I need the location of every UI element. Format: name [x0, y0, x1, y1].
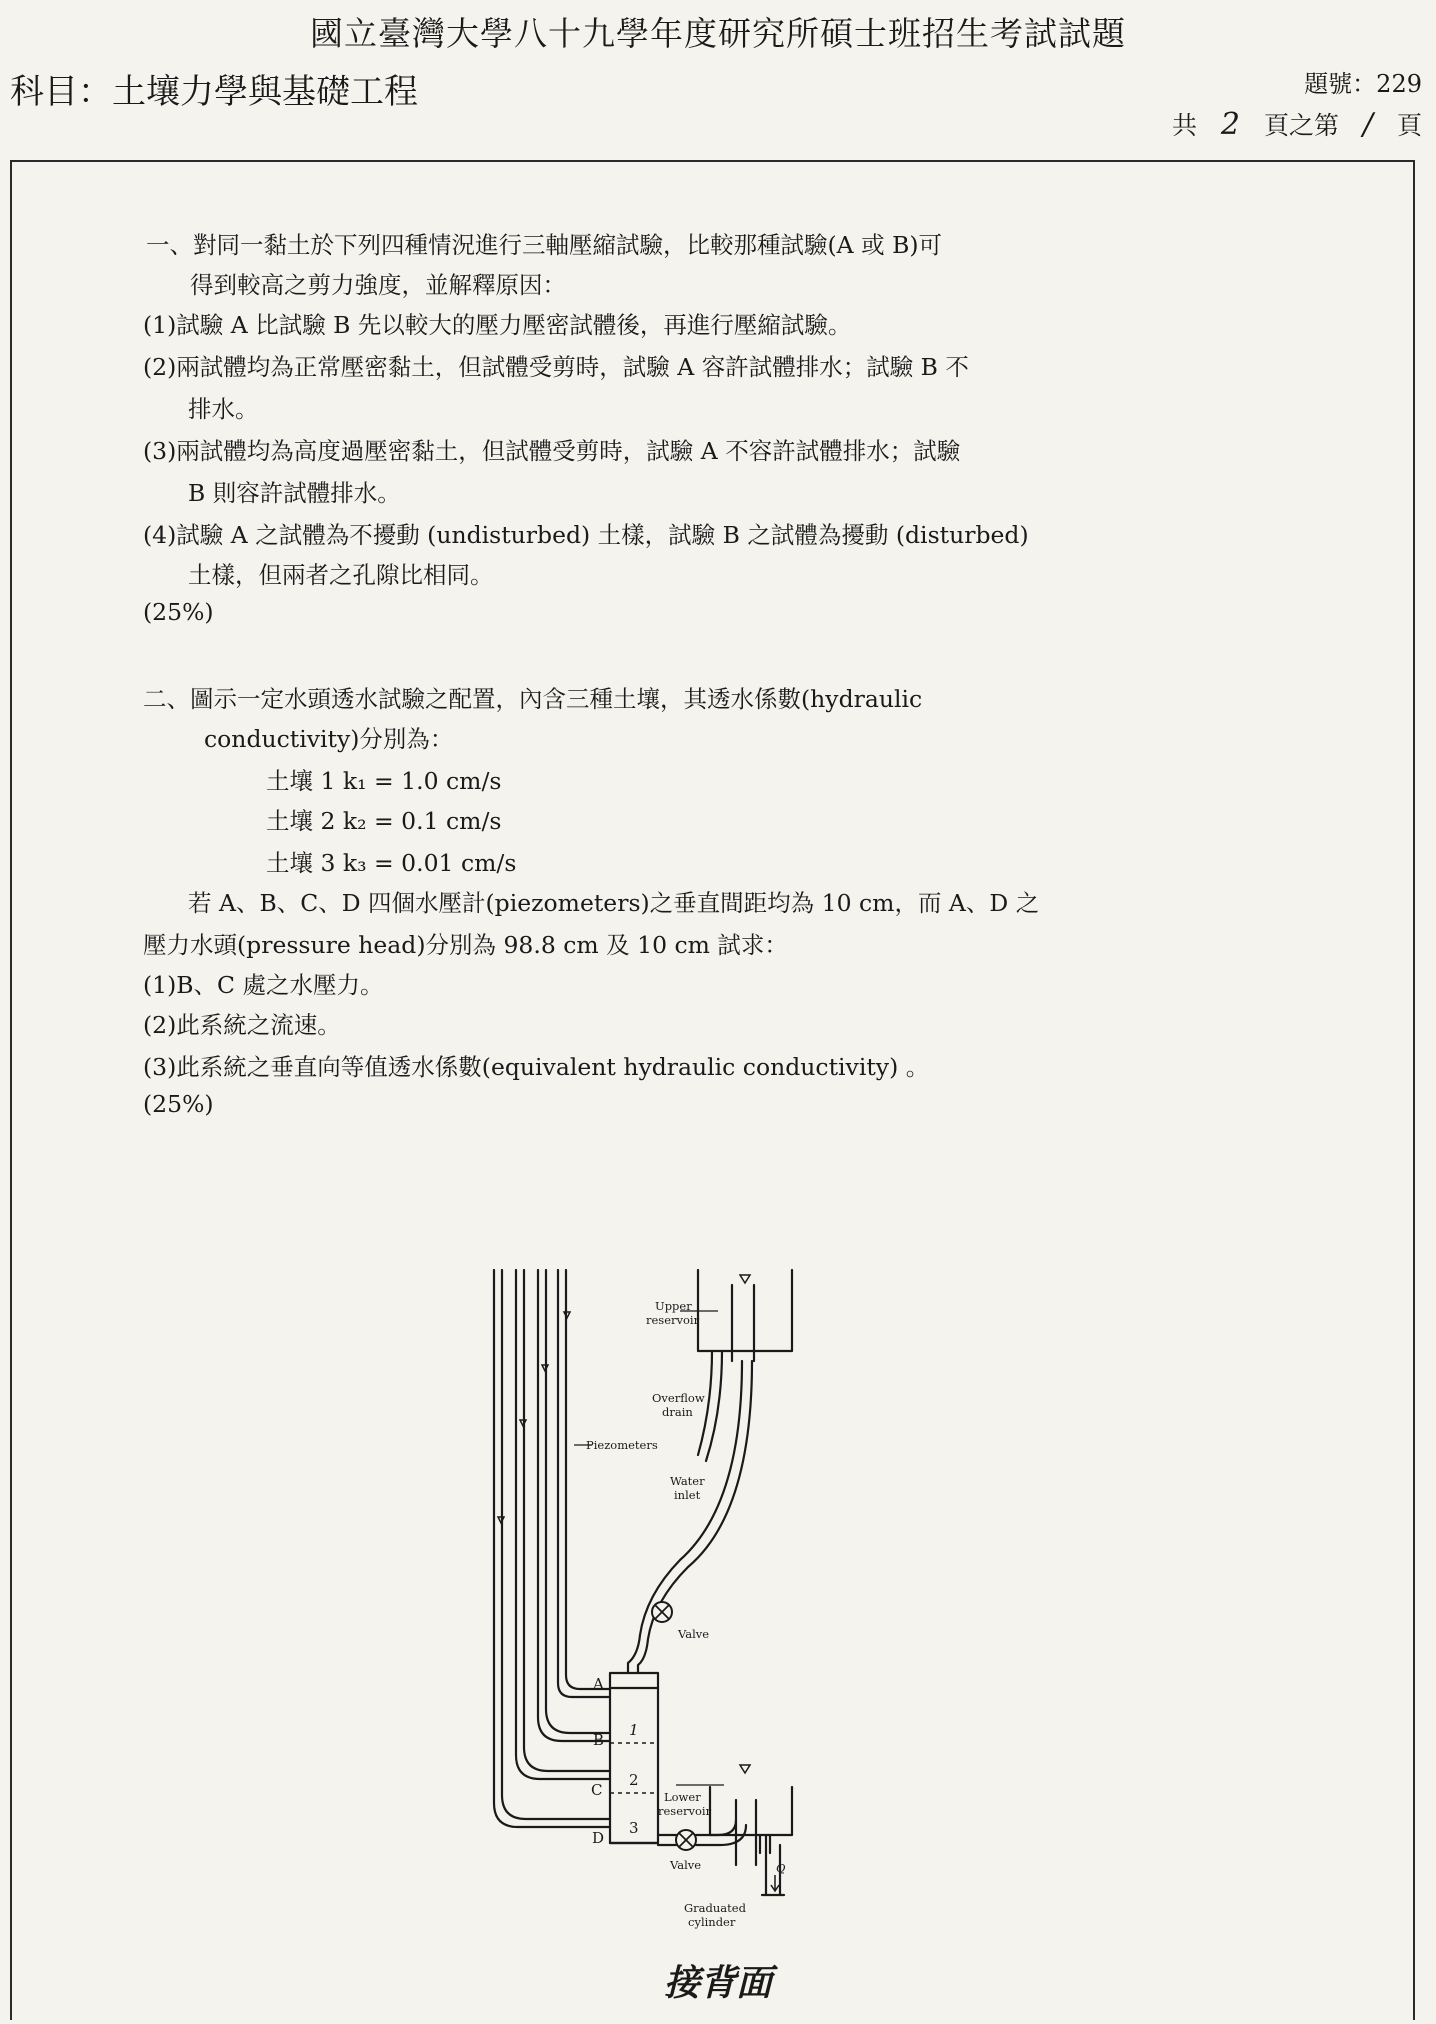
piezometer-tube-c [516, 1270, 610, 1779]
label-overflow-drain: Overflow [652, 1391, 705, 1405]
q1-line: 土樣，但兩者之孔隙比相同。 [188, 561, 494, 589]
q1-score: (25%) [143, 598, 214, 626]
q1-line: (3)兩試體均為高度過壓密黏土，但試體受剪時，試驗 A 不容許試體排水；試驗 [143, 437, 961, 465]
label-water-inlet: inlet [674, 1488, 701, 1502]
label-flow: Q [776, 1861, 786, 1875]
q2-line: 壓力水頭(pressure head)分別為 98.8 cm 及 10 cm 試求： [143, 931, 788, 959]
exam-title: 國立臺灣大學八十九學年度研究所碩士班招生考試試題 [310, 14, 1126, 53]
label-soil-2: 2 [629, 1771, 639, 1789]
turn-over-note: 接背面 [663, 1962, 772, 2004]
question-code: 題號：229 [1304, 70, 1422, 98]
q2-line: (3)此系統之垂直向等值透水係數(equivalent hydraulic conductivity) 。 [143, 1053, 930, 1081]
subject-line: 科目：土壤力學與基礎工程 [10, 72, 418, 112]
label-overflow-drain: drain [662, 1405, 693, 1419]
lower-reservoir [710, 1787, 792, 1835]
page-mid: 頁之第 [1263, 111, 1339, 140]
q1-line: (1)試驗 A 比試驗 B 先以較大的壓力壓密試體後，再進行壓縮試驗。 [143, 311, 852, 339]
permeameter-figure [480, 1255, 840, 1929]
outlet-pipe [658, 1820, 746, 1845]
q1-line: 一、對同一黏土於下列四種情況進行三軸壓縮試驗，比較那種試驗(A 或 B)可 [146, 231, 943, 259]
q1-line: (2)兩試體均為正常壓密黏土，但試體受剪時，試驗 A 容許試體排水；試驗 B 不 [143, 353, 969, 381]
label-lower-reservoir: Lower [664, 1790, 701, 1804]
piezometer-tube-b [538, 1270, 610, 1741]
soil-column [610, 1673, 658, 1843]
label-upper-reservoir: reservoir [646, 1313, 700, 1327]
label-upper-reservoir: Upper [655, 1299, 692, 1313]
page-total: 2 [1220, 107, 1240, 142]
q1-line: 排水。 [188, 395, 259, 423]
label-valve: Valve [678, 1627, 710, 1641]
q2-soil-1: 土壤 1 k₁ = 1.0 cm/s [266, 767, 502, 795]
label-point-a: A [593, 1675, 604, 1693]
label-valve: Valve [670, 1858, 702, 1872]
q2-line: (1)B、C 處之水壓力。 [143, 971, 384, 999]
label-soil-1: 1 [629, 1721, 639, 1739]
q1-line: (4)試驗 A 之試體為不擾動 (undisturbed) 土樣，試驗 B 之試體為擾動 (disturbed) [143, 521, 1029, 549]
water-level-icon [740, 1765, 750, 1773]
label-water-inlet: Water [670, 1474, 705, 1488]
overflow-drain [698, 1351, 722, 1461]
q2-score: (25%) [143, 1090, 214, 1118]
q2-line: (2)此系統之流速。 [143, 1011, 341, 1039]
q2-soil-3: 土壤 3 k₃ = 0.01 cm/s [266, 849, 517, 877]
water-level-icon [740, 1275, 750, 1283]
label-soil-3: 3 [629, 1819, 639, 1837]
q2-soil-2: 土壤 2 k₂ = 0.1 cm/s [266, 807, 502, 835]
page-current: / [1362, 107, 1374, 142]
label-piezometers: Piezometers [586, 1438, 658, 1452]
label-lower-reservoir: reservoir [658, 1804, 712, 1818]
q2-line: 若 A、B、C、D 四個水壓計(piezometers)之垂直間距均為 10 cm，而 A、D 之 [188, 889, 1040, 917]
q2-line: 二、圖示一定水頭透水試驗之配置，內含三種土壤，其透水係數(hydraulic [143, 685, 923, 713]
piezometer-tube-a [558, 1270, 610, 1697]
q1-line: B 則容許試體排水。 [188, 479, 401, 507]
q1-line: 得到較高之剪力強度，並解釋原因： [190, 271, 566, 299]
label-graduated-cylinder: Graduated [684, 1901, 746, 1915]
page-prefix: 共 [1171, 111, 1197, 140]
label-point-d: D [592, 1829, 605, 1847]
label-point-c: C [591, 1781, 603, 1799]
label-point-b: B [593, 1731, 605, 1749]
page-count [1172, 106, 1422, 142]
page-suffix: 頁 [1396, 111, 1422, 140]
q2-line: conductivity)分別為： [204, 725, 454, 753]
label-graduated-cylinder: cylinder [688, 1915, 736, 1929]
